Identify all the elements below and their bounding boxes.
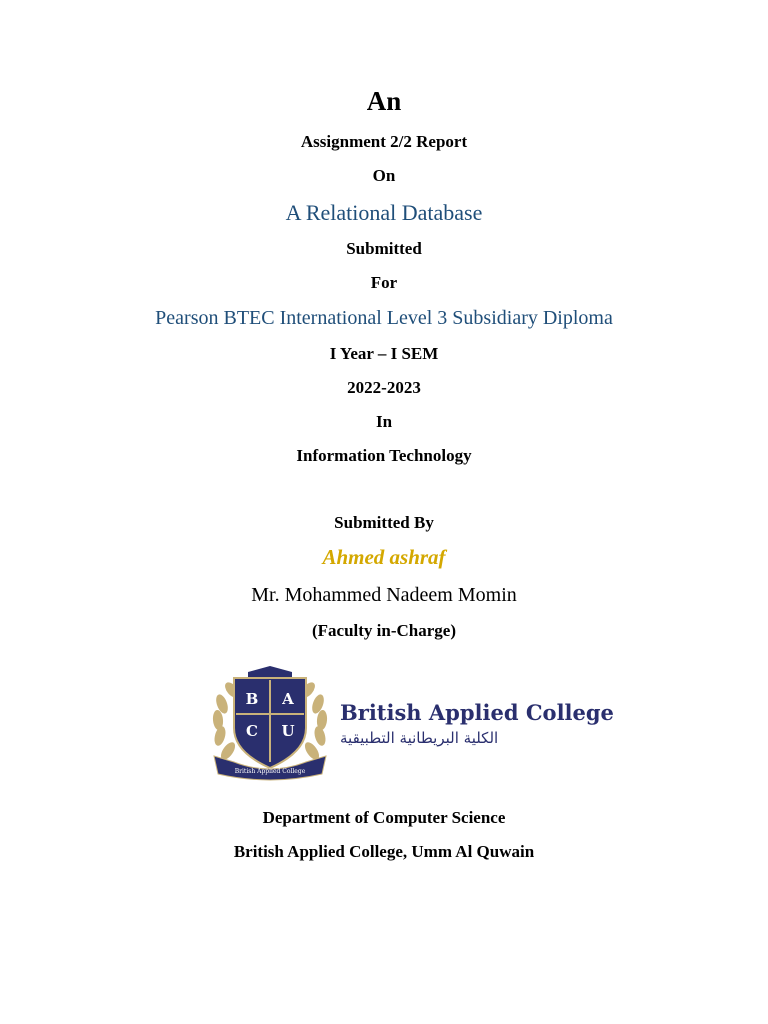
on-line: On bbox=[372, 166, 396, 185]
assignment-line: Assignment 2/2 Report bbox=[300, 132, 468, 151]
college-name-arabic: الكلية البريطانية التطبيقية bbox=[340, 729, 499, 747]
report-title: A Relational Database bbox=[285, 200, 483, 225]
year-sem-line: I Year – I SEM bbox=[329, 344, 439, 363]
faculty-role: (Faculty in-Charge) bbox=[311, 621, 456, 640]
for-line: For bbox=[370, 273, 398, 292]
academic-year-line: 2022-2023 bbox=[347, 378, 421, 397]
in-line: In bbox=[375, 412, 393, 431]
crest-letter-b: B bbox=[245, 690, 259, 708]
subject-line: Information Technology bbox=[296, 446, 472, 465]
course-title: Pearson BTEC International Level 3 Subsidiary Diploma bbox=[155, 307, 613, 329]
crest-letter-a: A bbox=[282, 690, 294, 708]
department-line: Department of Computer Science bbox=[262, 808, 506, 827]
college-line: British Applied College, Umm Al Quwain bbox=[233, 842, 535, 861]
submitted-line: Submitted bbox=[346, 239, 422, 258]
faculty-name: Mr. Mohammed Nadeem Momin bbox=[251, 584, 517, 606]
intro-word: An bbox=[366, 86, 402, 116]
author-name: Ahmed ashraf bbox=[322, 545, 446, 569]
ribbon-text: British Applied College bbox=[234, 768, 306, 775]
crest-letter-c: C bbox=[246, 722, 258, 740]
college-name-english: British Applied College bbox=[340, 700, 614, 725]
crest-letter-u: U bbox=[281, 722, 295, 740]
submitted-by-line: Submitted By bbox=[334, 513, 434, 532]
